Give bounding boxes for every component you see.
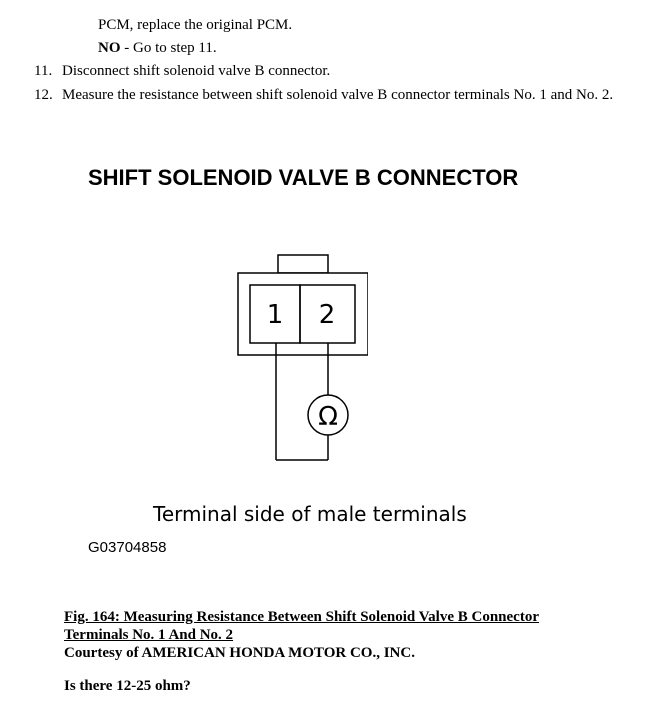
no-label: NO [98, 40, 121, 56]
step-number: 11. [34, 63, 53, 79]
diagram-caption: Terminal side of male terminals [153, 502, 467, 526]
intro-text: PCM, replace the original PCM. [98, 17, 293, 33]
step-text: Measure the resistance between shift solenoid valve B connector terminals No. 1 and No. 2. [62, 87, 614, 103]
connector-diagram [228, 245, 368, 470]
step-11 [34, 63, 330, 80]
step-12 [34, 87, 613, 104]
question-text: Is there 12-25 ohm? [64, 678, 191, 694]
terminal-1-label: 1 [266, 300, 284, 330]
figure-title-line2: Terminals No. 1 And No. 2 [64, 627, 234, 643]
no-instruction [98, 40, 217, 57]
no-text: - Go to step 11. [120, 40, 217, 56]
figure-caption [64, 608, 539, 662]
ohm-icon: Ω [318, 402, 338, 432]
connector-lock-tab [278, 255, 328, 273]
figure-courtesy: Courtesy of AMERICAN HONDA MOTOR CO., INC. [64, 645, 415, 661]
figure-title-line1: Fig. 164: Measuring Resistance Between Shift Solenoid Valve B Connector [64, 609, 539, 625]
diagram-title: SHIFT SOLENOID VALVE B CONNECTOR [88, 165, 519, 190]
terminal-2-label: 2 [318, 300, 336, 330]
step-number: 12. [34, 87, 53, 103]
figure-code: G03704858 [88, 539, 167, 556]
step-text: Disconnect shift solenoid valve B connector. [62, 63, 331, 79]
